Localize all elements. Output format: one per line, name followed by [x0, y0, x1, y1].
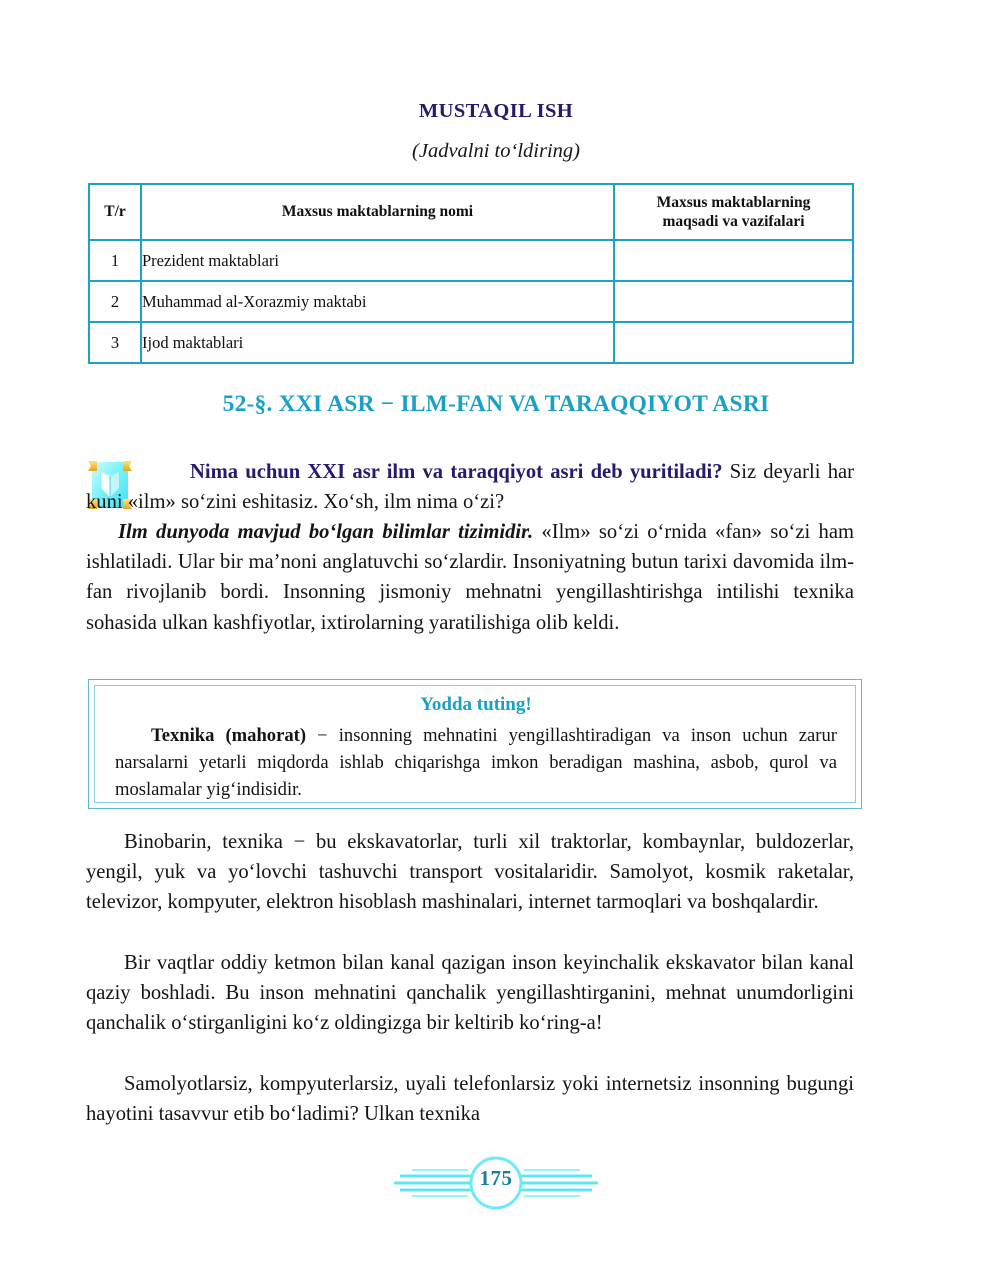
definition-paragraph: [86, 517, 854, 638]
table-cell-number: 2: [89, 281, 141, 322]
table-row: [89, 240, 853, 281]
table-cell-goal-blank[interactable]: [614, 240, 853, 281]
table-cell-school-name: Muhammad al-Xorazmiy maktabi: [141, 281, 614, 322]
table-cell-number: 1: [89, 240, 141, 281]
callout-definition: − insonning mehnatini yengillashtiradigan va inson uchun zarur narsalarni yetarli miqdorda ishlab chiqarishga imkon beradigan mashina, asbob, qurol va moslamalar yig‘indisidir.: [115, 725, 837, 800]
page-number: 175: [479, 1166, 513, 1190]
callout-body: [115, 722, 837, 803]
callout-term: Texnika (mahorat): [151, 725, 307, 746]
table-cell-goal-blank[interactable]: [614, 322, 853, 363]
callout-title: Yodda tuting!: [420, 694, 532, 715]
remember-callout-box: [88, 679, 862, 809]
table-cell-school-name: Prezident maktablari: [141, 240, 614, 281]
page-title: MUSTAQIL ISH: [418, 100, 574, 122]
page-subtitle: (Jadvalni to‘ldiring): [412, 140, 580, 162]
table-header-name: Maxsus maktablarning nomi: [141, 184, 614, 240]
table-header-row: [89, 184, 853, 240]
schools-table: [88, 183, 854, 364]
intro-rest-text: Siz deyarli har kuni «ilm» so‘zini eshitasiz. Xo‘sh, ilm nima o‘zi?: [86, 461, 854, 514]
definition-italic-text: Ilm dunyoda mavjud bo‘lgan bilimlar tizimidir.: [118, 521, 534, 543]
paragraph-binobarin: Binobarin, texnika − bu ekskavatorlar, turli xil traktorlar, kombaynlar, buldozerlar, yengil, yuk va yo‘lovchi tashuvchi transport vositalaridir. Samolyot, kosmik raketalar, televizor, kompyuter, elektron hisoblash mashinalari, internet tarmoqlari va boshqalardir.: [86, 831, 854, 914]
definition-rest-text: «Ilm» so‘zi o‘rnida «fan» so‘zi ham ishlatiladi. Ular bir ma’noni anglatuvchi so‘zlardir. Insoniyatning butun tarixi davomida ilm-fan rivojlanib bordi. Insonning jismoniy mehnatni yengillashtirishga intilishi texnika sohasida ulkan kashfiyotlar, ixtirolarning yaratilishiga olib keldi.: [86, 521, 854, 634]
table-cell-goal-blank[interactable]: [614, 281, 853, 322]
table-header-goal-line1: Maxsus maktablarning: [656, 193, 811, 211]
intro-paragraph: [86, 457, 854, 517]
table-cell-school-name: Ijod maktablari: [141, 322, 614, 363]
paragraph-bir-vaqtlar: Bir vaqtlar oddiy ketmon bilan kanal qazigan inson keyinchalik ekskavator bilan kanal qaziy boshladi. Bu inson mehnatini qanchalik yengillashtirganini, mehnat unumdorligini qanchalik o‘stirganligini ko‘z oldingizga bir keltirib ko‘ring-a!: [86, 952, 854, 1035]
table-header-goal-line2: maqsadi va vazifalari: [662, 213, 805, 230]
intro-lead-question: Nima uchun XXI asr ilm va taraqqiyot asri deb yuritiladi?: [190, 461, 723, 483]
section-heading: 52-§. XXI ASR − ILM-FAN VA TARAQQIYOT ASRI: [222, 391, 770, 417]
table-row: [89, 281, 853, 322]
paragraph-samolyotlarsiz: Samolyotlarsiz, kompyuterlarsiz, uyali telefonlarsiz yoki internetsiz insonning bugungi hayotini tasavvur etib bo‘ladimi? Ulkan texnika: [86, 1073, 854, 1126]
table-row: [89, 322, 853, 363]
schools-table-wrapper: [88, 183, 854, 364]
table-header-goal: [614, 184, 853, 240]
table-cell-number: 3: [89, 322, 141, 363]
table-header-tr: T/r: [89, 184, 141, 240]
